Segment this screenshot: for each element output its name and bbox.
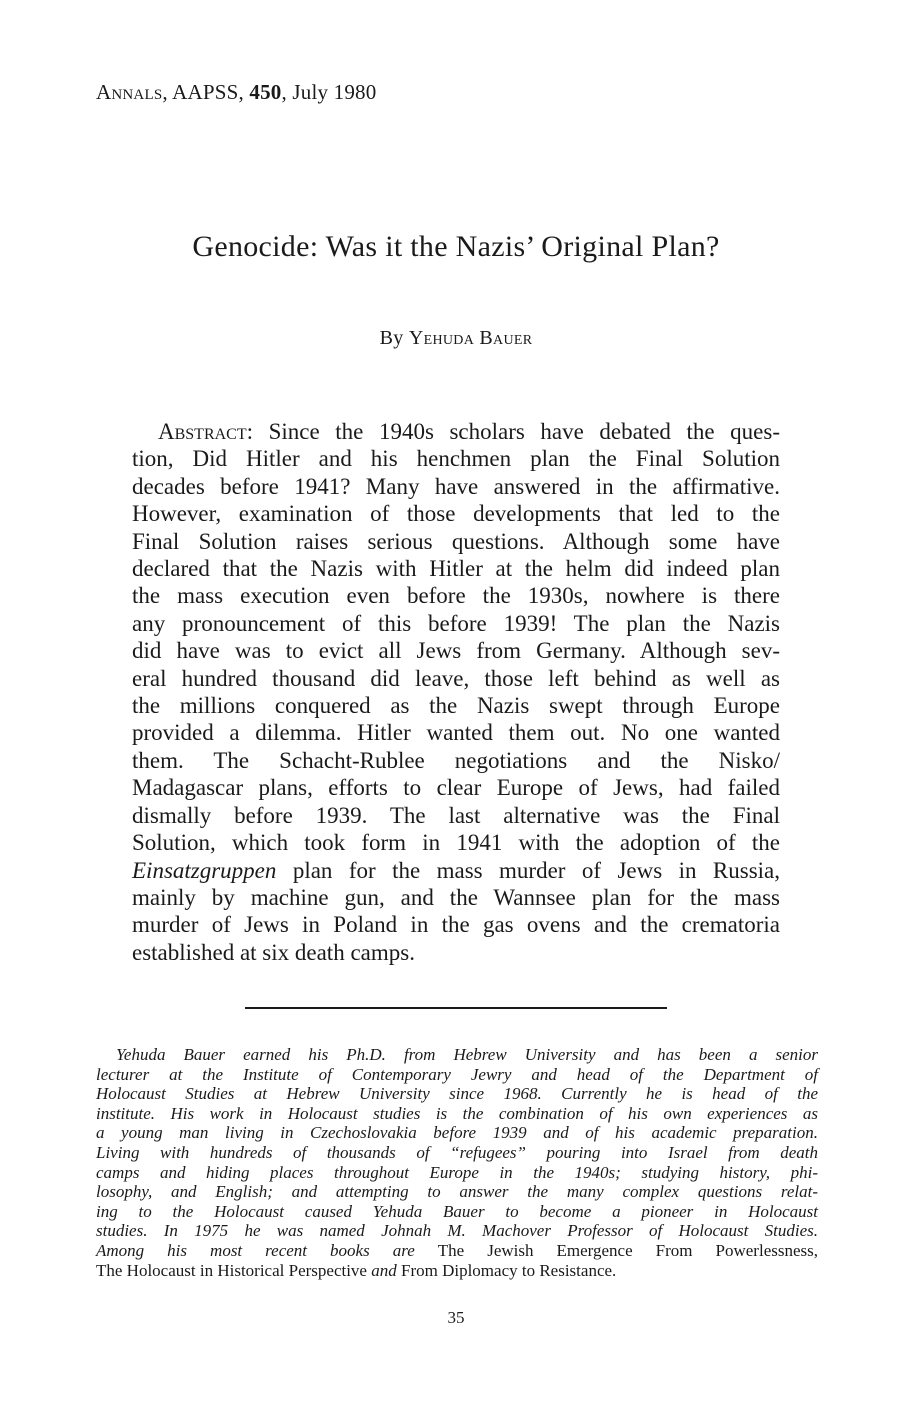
- abstract-line: declared that the Nazis with Hitler at the helm did indeed plan: [132, 556, 780, 582]
- journal-abbrev: , AAPSS,: [162, 80, 250, 104]
- abstract-line: Final Solution raises serious questions. Although some have: [132, 528, 780, 554]
- abstract-line: eral hundred thousand did leave, those left behind as well as: [132, 665, 780, 691]
- abstract-line: the mass execution even before the 1930s, nowhere is there: [132, 583, 780, 609]
- article-title: Genocide: Was it the Nazis’ Original Plan?: [192, 230, 720, 263]
- abstract-line: tion, Did Hitler and his henchmen plan the Final Solution: [132, 446, 780, 472]
- byline-by: By: [379, 327, 409, 349]
- bio-line: Yehuda Bauer earned his Ph.D. from Hebrew University and has been a senior: [116, 1045, 818, 1064]
- abstract-line: Solution, which took form in 1941 with the adoption of the: [132, 830, 780, 856]
- section-divider: [245, 1007, 667, 1009]
- abstract-line: [132, 418, 780, 445]
- author-bio: [96, 1045, 818, 1280]
- bio-line: ing to the Holocaust caused Yehuda Bauer to become a pioneer in Holocaust: [96, 1201, 818, 1221]
- book-title: The Holocaust in Historical Perspective: [96, 1260, 367, 1280]
- abstract-line: provided a dilemma. Hitler wanted them out. No one wanted: [132, 720, 780, 746]
- abstract: [132, 418, 780, 966]
- bio-line: losophy, and English; and attempting to answer the many complex questions relat-: [96, 1182, 818, 1202]
- abstract-line: did have was to evict all Jews from Germany. Although sev-: [132, 638, 780, 664]
- abstract-line: [132, 857, 780, 884]
- bio-line: a young man living in Czechoslovakia before 1939 and of his academic preparation.: [96, 1123, 818, 1143]
- journal-name: Annals: [96, 80, 163, 104]
- bio-line: institute. His work in Holocaust studies is the combination of his own experiences as: [96, 1103, 818, 1123]
- bio-text: and: [366, 1260, 401, 1280]
- bio-line: camps and hiding places throughout Europe in the 1940s; studying history, phi-: [96, 1162, 818, 1182]
- abstract-line-text: Since the 1940s scholars have debated the ques-: [268, 419, 780, 444]
- byline: [0, 327, 912, 350]
- bio-line: [96, 1261, 818, 1281]
- journal-volume: 450: [249, 80, 282, 104]
- abstract-line-text: plan for the mass murder of Jews in Russia,: [276, 857, 780, 883]
- abstract-line: decades before 1941? Many have answered in the affirmative.: [132, 473, 780, 499]
- abstract-label: Abstract: [158, 419, 247, 444]
- bio-text: Among his most recent books are: [96, 1240, 438, 1260]
- abstract-line: Madagascar plans, efforts to clear Europe of Jews, had failed: [132, 775, 780, 801]
- book-title: The Jewish Emergence From Powerlessness,: [437, 1240, 818, 1260]
- abstract-line: established at six death camps.: [132, 939, 415, 965]
- abstract-line: However, examination of those developments that led to the: [132, 501, 780, 527]
- journal-reference: [96, 80, 376, 105]
- abstract-line: them. The Schacht-Rublee negotiations and the Nisko/: [132, 747, 780, 773]
- abstract-line: the millions conquered as the Nazis swept through Europe: [132, 693, 780, 719]
- bio-line: [96, 1241, 818, 1261]
- journal-date: , July 1980: [281, 80, 377, 104]
- abstract-label-suffix: :: [246, 419, 269, 444]
- bio-line: Holocaust Studies at Hebrew University since 1968. Currently he is head of the: [96, 1084, 818, 1104]
- bio-line: Living with hundreds of thousands of “refugees” pouring into Israel from death: [96, 1142, 818, 1162]
- author-name: Yehuda Bauer: [408, 327, 533, 349]
- page-number: 35: [447, 1308, 465, 1327]
- book-title: From Diplomacy to Resistance.: [400, 1260, 617, 1280]
- abstract-line: mainly by machine gun, and the Wannsee plan for the mass: [132, 884, 780, 910]
- einsatzgruppen-term: Einsatzgruppen: [132, 857, 277, 883]
- bio-line: studies. In 1975 he was named Johnah M. Machover Professor of Holocaust Studies.: [96, 1221, 818, 1241]
- abstract-line: any pronouncement of this before 1939! The plan the Nazis: [132, 610, 780, 636]
- abstract-line: murder of Jews in Poland in the gas ovens and the crematoria: [132, 912, 780, 938]
- bio-line: lecturer at the Institute of Contemporary Jewry and head of the Department of: [96, 1064, 818, 1084]
- abstract-line: dismally before 1939. The last alternative was the Final: [132, 802, 780, 828]
